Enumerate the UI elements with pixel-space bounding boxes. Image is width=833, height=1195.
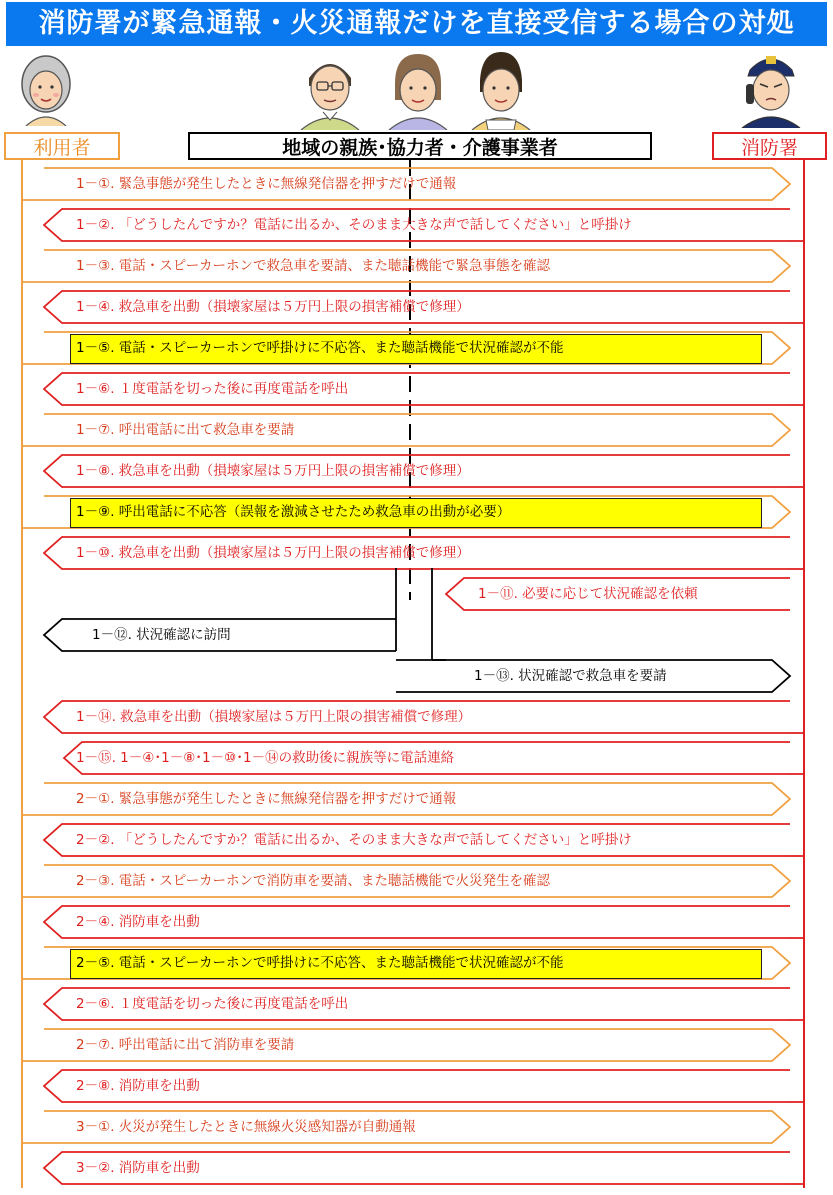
message-label: 1－⑫. 状況確認に訪問 bbox=[92, 627, 231, 643]
message-label: 1－⑮. 1－④･1－⑧･1－⑩･1－⑭の救助後に親族等に電話連絡 bbox=[76, 750, 455, 766]
message-label: 2－⑤. 電話・スピーカーホンで呼掛けに不応答、また聴話機能で状況確認が不能 bbox=[76, 955, 564, 971]
message-label: 1－⑨. 呼出電話に不応答（誤報を激減させたため救急車の出動が必要） bbox=[76, 504, 511, 520]
message-label: 2－③. 電話・スピーカーホンで消防車を要請、また聴話機能で火災発生を確認 bbox=[76, 873, 550, 889]
message-label: 1－⑭. 救急車を出動（損壊家屋は５万円上限の損害補償で修理） bbox=[76, 709, 472, 725]
message-label: 1－⑧. 救急車を出動（損壊家屋は５万円上限の損害補償で修理） bbox=[76, 463, 470, 479]
column-header-fire-station: 消防署 bbox=[712, 132, 827, 160]
message-label: 1－⑩. 救急車を出動（損壊家屋は５万円上限の損害補償で修理） bbox=[76, 545, 470, 561]
message-label: 1－②. 「どうしたんですか？電話に出るか、そのまま大きな声で話してください」と呼掛け bbox=[76, 217, 632, 233]
message-label: 1－⑦. 呼出電話に出て救急車を要請 bbox=[76, 422, 295, 438]
message-label: 2－⑧. 消防車を出動 bbox=[76, 1078, 200, 1094]
message-label: 2－⑥. １度電話を切った後に再度電話を呼出 bbox=[76, 996, 349, 1012]
message-label: 1－⑤. 電話・スピーカーホンで呼掛けに不応答、また聴話機能で状況確認が不能 bbox=[76, 340, 564, 356]
message-label: 2－②. 「どうしたんですか？電話に出るか、そのまま大きな声で話してください」と呼掛け bbox=[76, 832, 632, 848]
column-header-user: 利用者 bbox=[4, 132, 120, 160]
message-label: 2－①. 緊急事態が発生したときに無線発信器を押すだけで通報 bbox=[76, 791, 457, 807]
message-label: 3－②. 消防車を出動 bbox=[76, 1160, 200, 1176]
message-label: 1－⑥. １度電話を切った後に再度電話を呼出 bbox=[76, 381, 349, 397]
message-label: 1－①. 緊急事態が発生したときに無線発信器を押すだけで通報 bbox=[76, 176, 457, 192]
message-label: 1－③. 電話・スピーカーホンで救急車を要請、また聴話機能で緊急事態を確認 bbox=[76, 258, 550, 274]
message-label: 3－①. 火災が発生したときに無線火災感知器が自動通報 bbox=[76, 1119, 416, 1135]
message-label: 2－④. 消防車を出動 bbox=[76, 914, 200, 930]
message-label: 1－④. 救急車を出動（損壊家屋は５万円上限の損害補償で修理） bbox=[76, 299, 470, 315]
message-label: 1－⑪. 必要に応じて状況確認を依頼 bbox=[478, 586, 698, 602]
message-label: 1－⑬. 状況確認で救急車を要請 bbox=[474, 668, 667, 684]
message-label: 2－⑦. 呼出電話に出て消防車を要請 bbox=[76, 1037, 295, 1053]
column-header-community: 地域の親族･協力者・介護事業者 bbox=[188, 132, 652, 160]
page-title: 消防署が緊急通報・火災通報だけを直接受信する場合の対処 bbox=[6, 2, 827, 46]
